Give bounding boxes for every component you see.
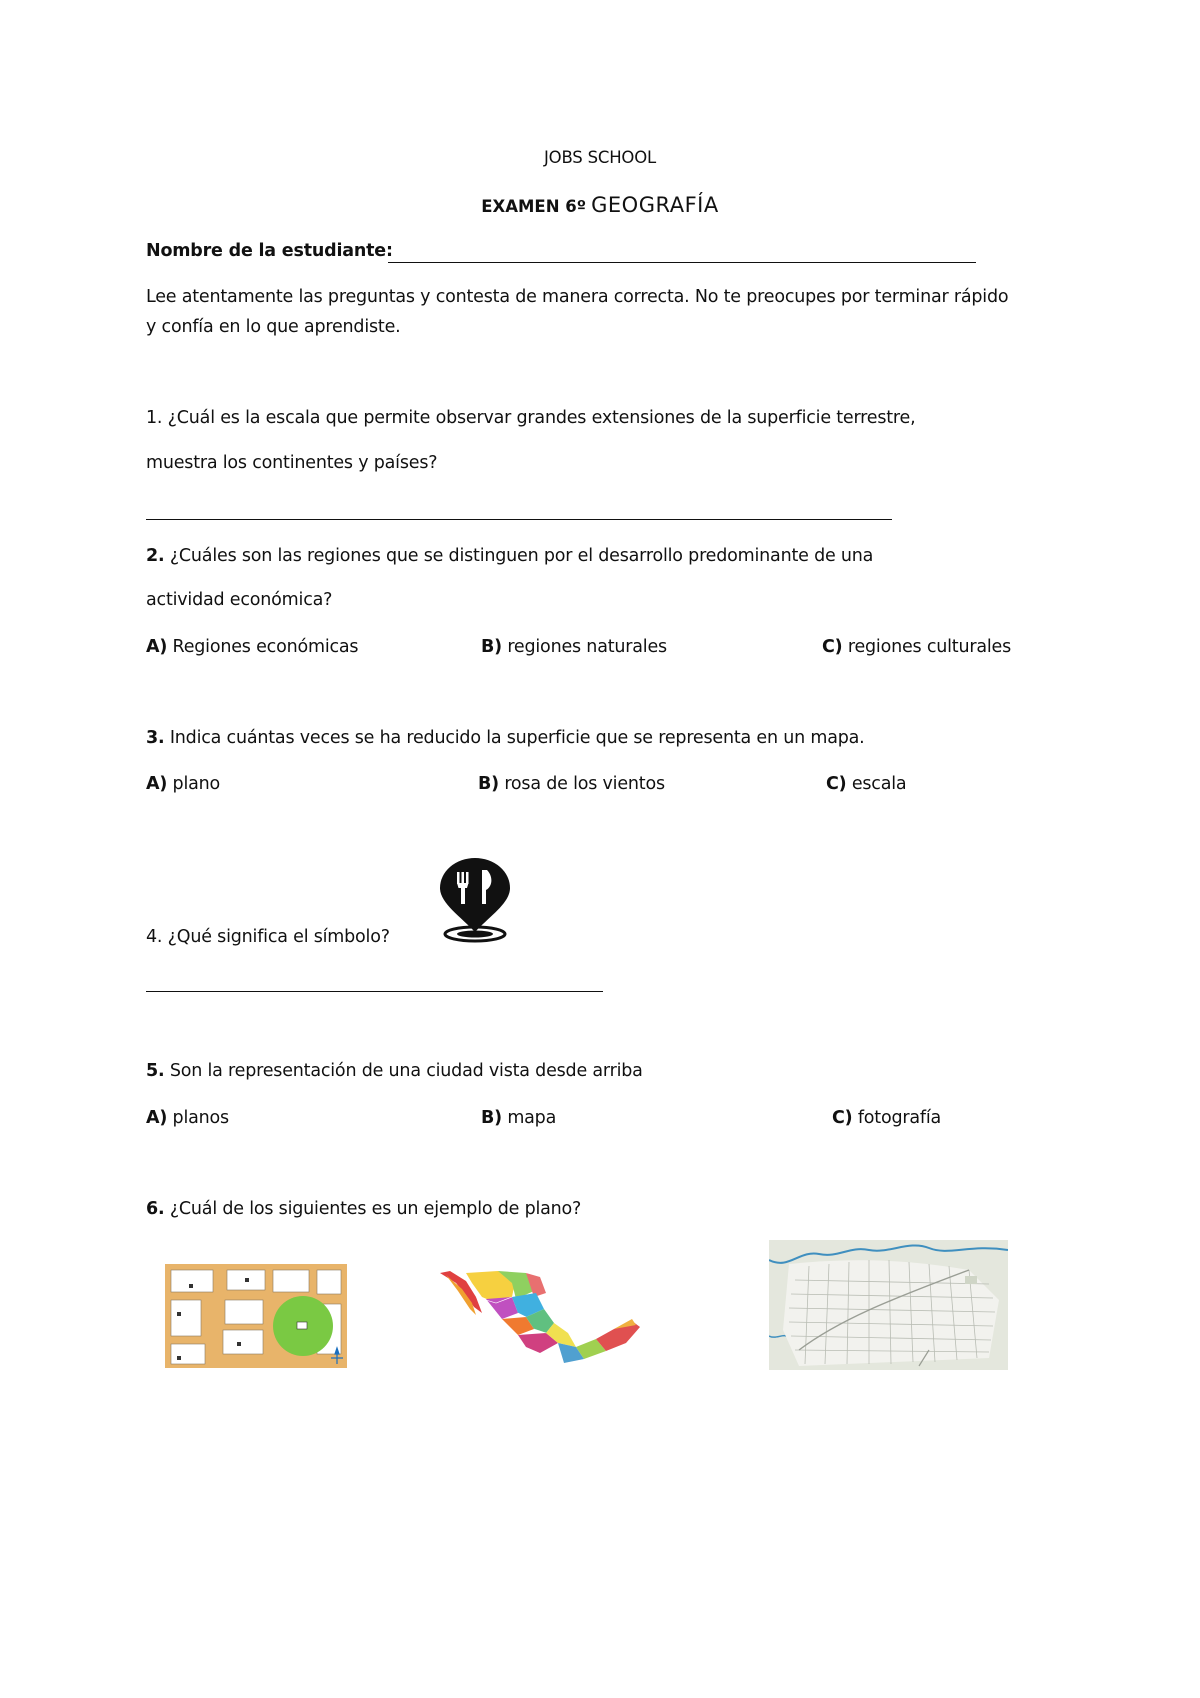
exam-title-subject: GEOGRAFÍA [591,193,719,217]
option-5a[interactable] [146,1108,229,1128]
option-text: mapa [507,1108,557,1128]
question-text: ¿Cuál de los siguientes es un ejemplo de plano? [169,1199,582,1219]
question-text: Son la representación de una ciudad vista desde arriba [169,1061,643,1081]
question-number: 3. [146,728,165,748]
question-text: ¿Cuál es la escala que permite observar grandes extensiones de la superficie terrestre, [167,408,916,428]
option-5c[interactable] [832,1108,941,1128]
option-letter: C) [826,774,847,794]
option-letter: B) [478,774,499,794]
option-letter: B) [481,637,502,657]
question-1 [146,408,915,428]
question-2 [146,546,873,566]
option-2b[interactable] [481,637,667,657]
question-text: ¿Qué significa el símbolo? [167,927,390,947]
city-block-plan-image[interactable] [165,1264,347,1368]
option-5b[interactable] [481,1108,556,1128]
question-text: Indica cuántas veces se ha reducido la superficie que se representa en un mapa. [169,728,865,748]
option-text: Regiones económicas [172,637,359,657]
question-5 [146,1061,643,1081]
option-2c[interactable] [822,637,1011,657]
option-letter: C) [832,1108,853,1128]
student-name-label: Nombre de la estudiante: [146,241,393,261]
answer-line-1[interactable] [146,519,892,520]
instructions-line-1: Lee atentamente las preguntas y contesta de manera correcta. No te preocupes por terminar rápido [146,287,1009,307]
exam-title [0,193,1200,217]
question-number: 5. [146,1061,165,1081]
question-number: 6. [146,1199,165,1219]
question-number: 1. [146,408,163,428]
option-text: plano [172,774,221,794]
student-name-field[interactable] [388,262,976,263]
option-2a[interactable] [146,637,358,657]
school-name: JOBS SCHOOL [544,148,656,167]
exam-title-prefix: EXAMEN 6º [481,197,587,216]
option-text: regiones naturales [507,637,667,657]
instructions-line-2: y confía en lo que aprendiste. [146,317,401,337]
option-letter: A) [146,1108,168,1128]
option-text: regiones culturales [847,637,1012,657]
question-text: ¿Cuáles son las regiones que se distinguen por el desarrollo predominante de una [169,546,874,566]
answer-line-4[interactable] [146,991,603,992]
option-3b[interactable] [478,774,665,794]
question-1-line-2: muestra los continentes y países? [146,453,438,473]
option-3c[interactable] [826,774,906,794]
question-4 [146,927,390,947]
option-text: planos [172,1108,229,1128]
option-3a[interactable] [146,774,220,794]
restaurant-map-pin-icon [430,858,520,943]
option-letter: C) [822,637,843,657]
question-2-line-2: actividad económica? [146,590,333,610]
option-text: escala [851,774,907,794]
question-number: 4. [146,927,163,947]
option-text: fotografía [857,1108,942,1128]
question-number: 2. [146,546,165,566]
question-6 [146,1199,581,1219]
option-letter: A) [146,774,168,794]
mexico-states-map-image[interactable] [436,1263,650,1367]
option-letter: B) [481,1108,502,1128]
city-street-map-image[interactable] [769,1240,1008,1370]
question-3 [146,728,865,748]
option-letter: A) [146,637,168,657]
option-text: rosa de los vientos [504,774,665,794]
